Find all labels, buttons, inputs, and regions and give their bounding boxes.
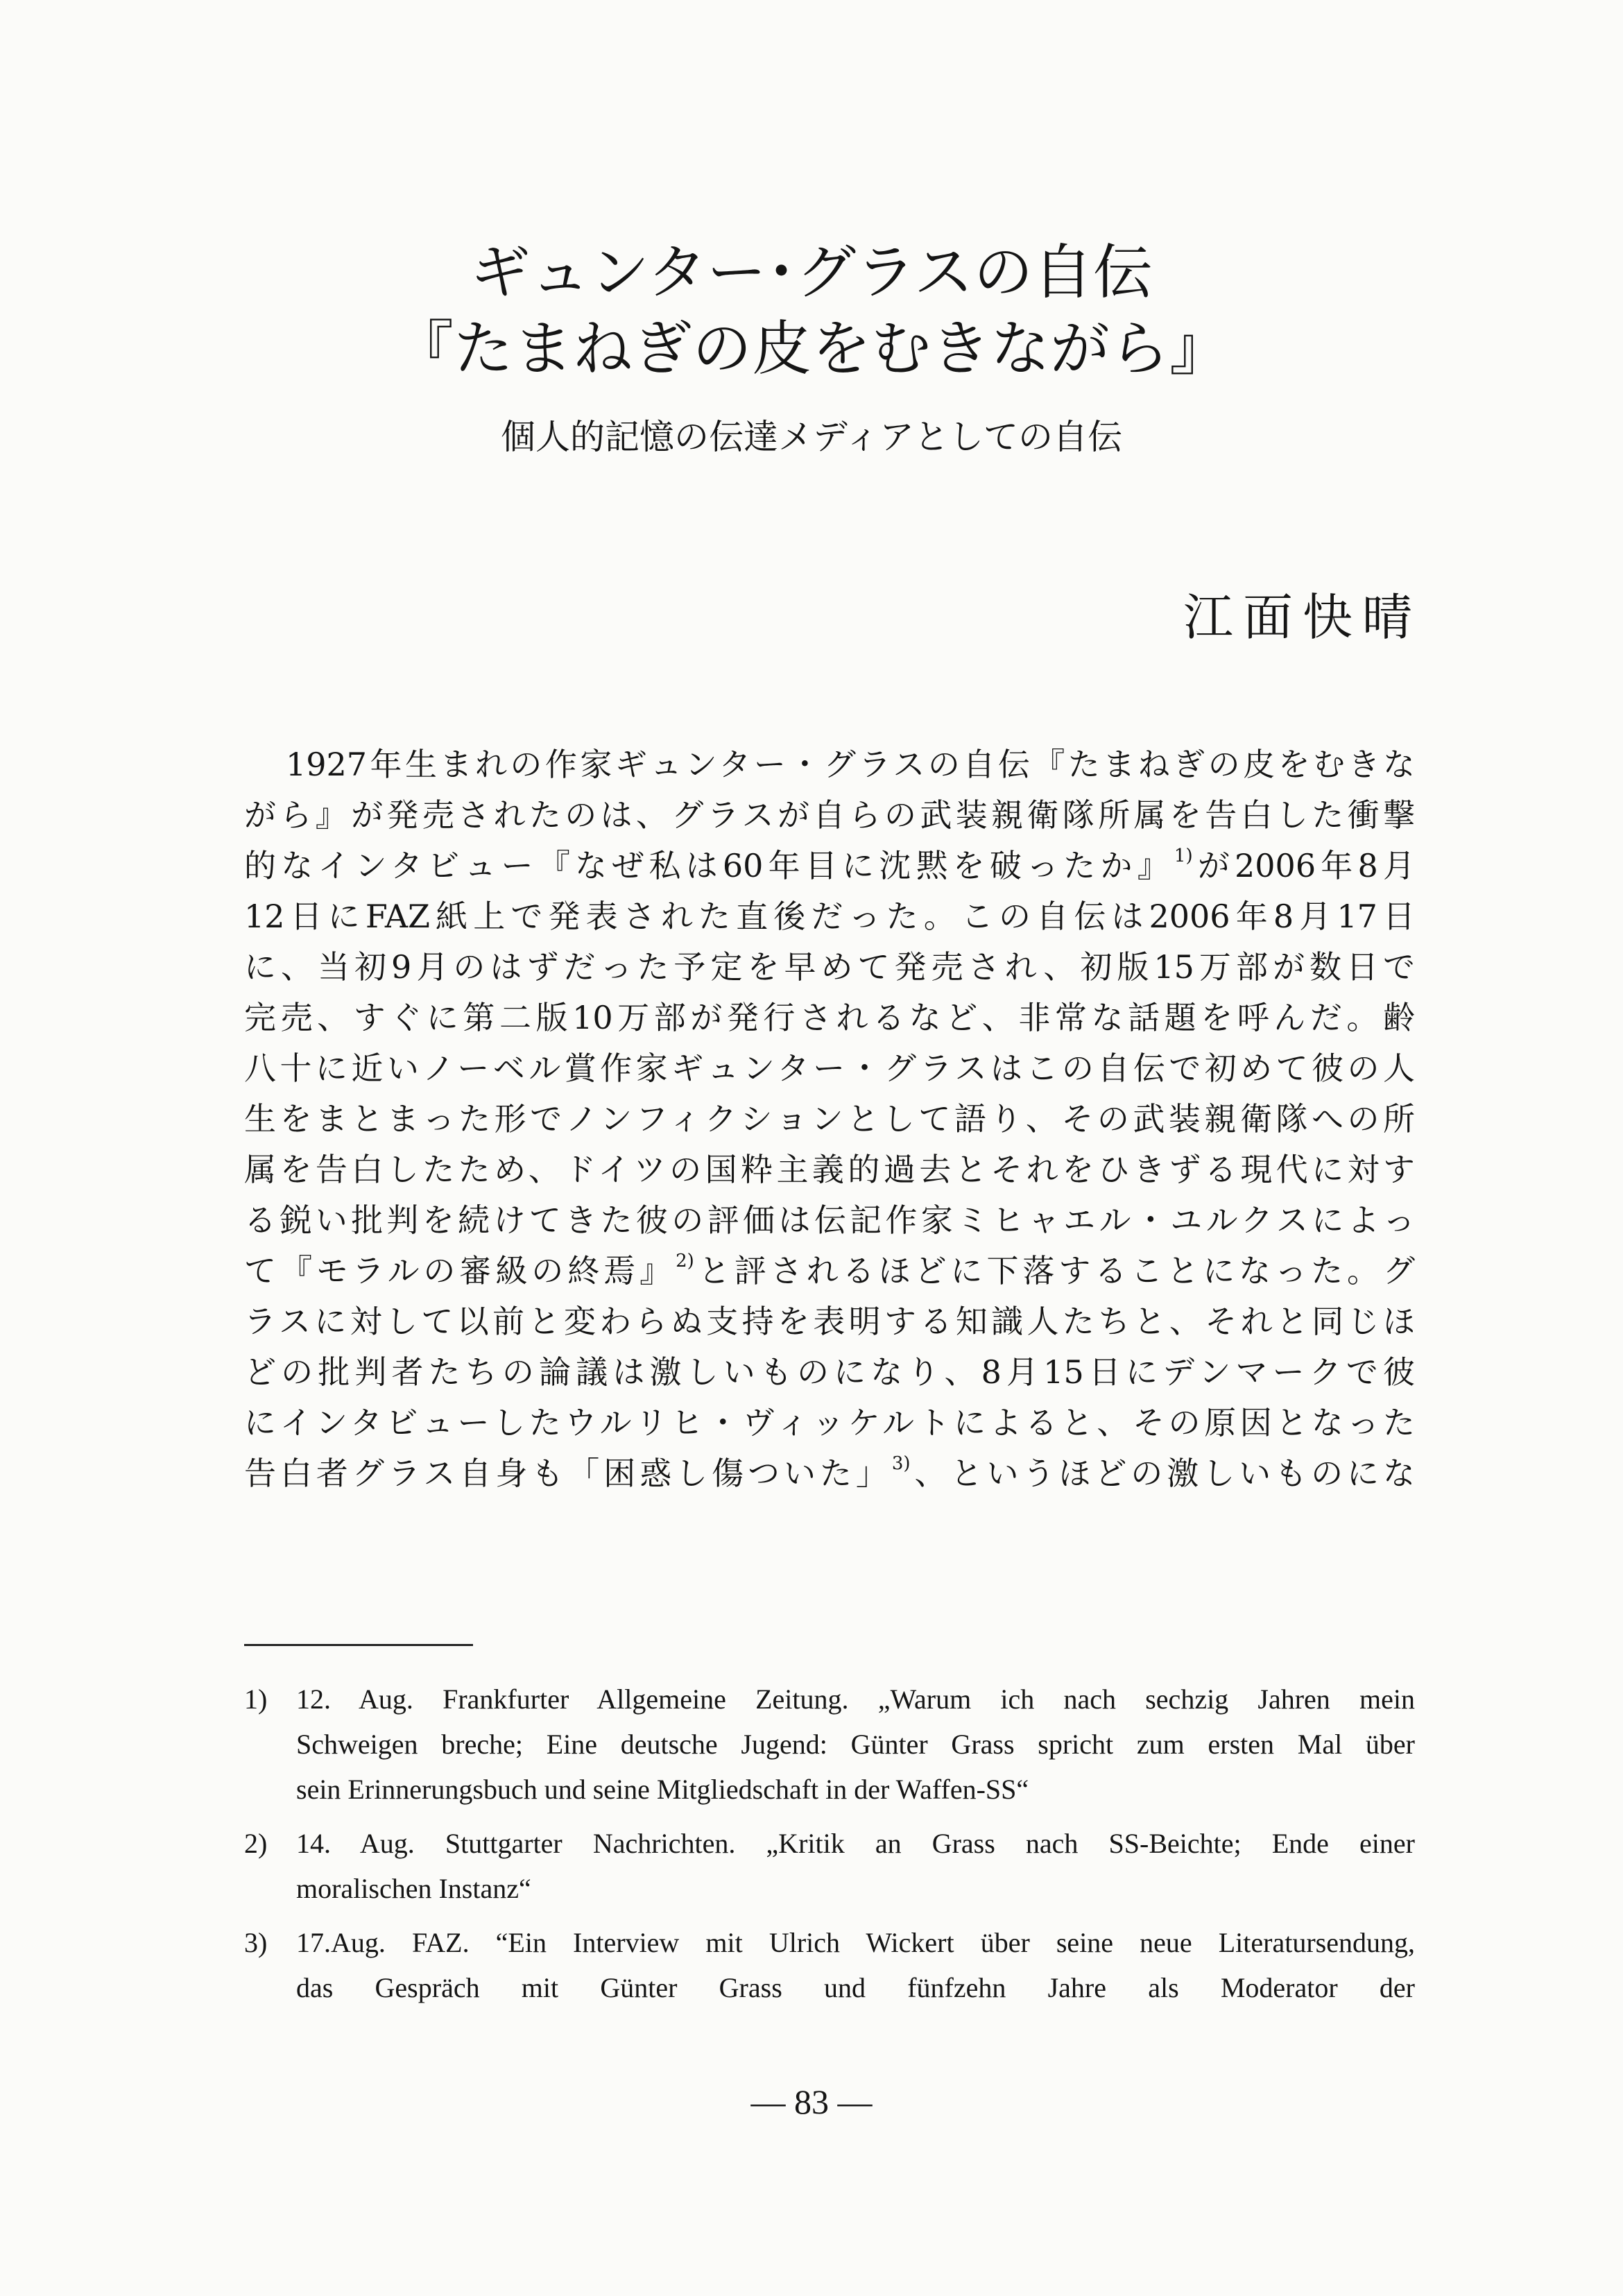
- page-number: — 83 —: [750, 2082, 873, 2121]
- body-text-span: 的なインタビュー『なぜ私は60年目に沈黙を破ったか』: [244, 847, 1174, 884]
- footnote-ref-1: 1): [1174, 846, 1193, 866]
- body-line: どの批判者たちの論議は激しいものになり、8月15日にデンマークで彼: [244, 1353, 1415, 1391]
- body-line: [244, 1251, 1415, 1291]
- body-text-span: が2006年8月: [1192, 847, 1415, 884]
- body-line: 生をまとまった形でノンフィクションとして語り、その武装親衛隊への所: [244, 1100, 1415, 1138]
- body-line: [244, 1453, 1415, 1493]
- footnote-number: 2): [244, 1828, 268, 1859]
- body-line: る鋭い批判を続けてきた彼の評価は伝記作家ミヒャエル・ユルクスによっ: [244, 1201, 1415, 1239]
- footnote-line: moralischen Instanz“: [296, 1873, 531, 1904]
- body-line: [244, 846, 1415, 886]
- footnote-line: 12. Aug. Frankfurter Allgemeine Zeitung. „Warum ich nach sechzig Jahren mein: [296, 1684, 1415, 1715]
- footnote-number: 3): [244, 1927, 268, 1958]
- title-line-1: ギュンター･グラスの自伝: [470, 238, 1153, 307]
- body-line: 12日にFAZ紙上で発表された直後だった。この自伝は2006年8月17日: [244, 898, 1415, 935]
- footnote-number: 1): [244, 1684, 268, 1715]
- footnote-line: 14. Aug. Stuttgarter Nachrichten. „Kritik an Grass nach SS-Beichte; Ende einer: [296, 1828, 1415, 1859]
- body-text-span: て『モラルの審級の終焉』: [244, 1252, 676, 1290]
- footnote-line: das Gespräch mit Günter Grass und fünfzehn Jahre als Moderator der: [296, 1972, 1415, 2003]
- body-line: 1927年生まれの作家ギュンター・グラスの自伝『たまねぎの皮をむきな: [286, 746, 1415, 783]
- body-text-span: 告白者グラス自身も「困惑し傷ついた」: [244, 1455, 892, 1492]
- body-text-span: と評されるほどに下落することになった。グ: [694, 1252, 1416, 1290]
- footnote-line: Schweigen breche; Eine deutsche Jugend: Günter Grass spricht zum ersten Mal über: [296, 1729, 1415, 1760]
- footnote-line: 17.Aug. FAZ. “Ein Interview mit Ulrich Wickert über seine neue Literatursendung,: [296, 1927, 1415, 1958]
- footnote-ref-2: 2): [676, 1251, 694, 1271]
- body-line: がら』が発売されたのは、グラスが自らの武装親衛隊所属を告白した衝撃: [244, 796, 1415, 834]
- body-line: 八十に近いノーベル賞作家ギュンター・グラスはこの自伝で初めて彼の人: [244, 1050, 1415, 1087]
- footnote-ref-3: 3): [891, 1453, 911, 1474]
- body-line: に、当初9月のはずだった予定を早めて発売され、初版15万部が数日で: [244, 948, 1415, 986]
- footnote-line: sein Erinnerungsbuch und seine Mitgliedschaft in der Waffen-SS“: [296, 1774, 1029, 1805]
- title-line-2: 『たまねぎの皮をむきながら』: [394, 314, 1229, 384]
- body-line: ラスに対して以前と変わらぬ支持を表明する知識人たちと、それと同じほ: [244, 1303, 1415, 1340]
- body-line: 完売、すぐに第二版10万部が発行されるなど、非常な話題を呼んだ。齢: [244, 999, 1415, 1036]
- footnote-divider: [244, 1644, 473, 1646]
- body-line: にインタビューしたウルリヒ・ヴィッケルトによると、その原因となった: [244, 1404, 1415, 1441]
- author-name: 江面快晴: [1183, 588, 1422, 646]
- body-text-span: 、というほどの激しいものにな: [910, 1455, 1416, 1492]
- body-line: 属を告白したため、ドイツの国粋主義的過去とそれをひきずる現代に対す: [244, 1151, 1415, 1188]
- subtitle: 個人的記憶の伝達メディアとしての自伝: [501, 417, 1122, 457]
